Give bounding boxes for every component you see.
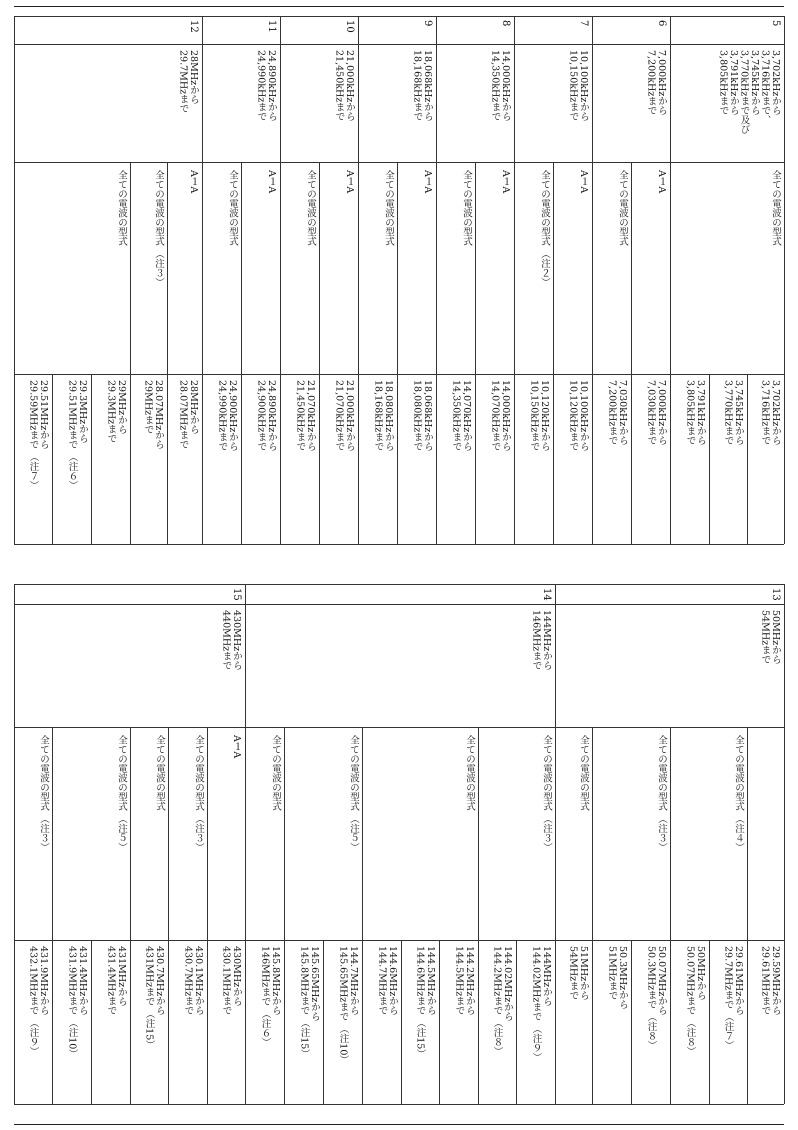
frequency-band: 14,000kHzから 14,350kHzまで xyxy=(489,50,511,122)
sub-frequency-range: 3,745kHzから 3,770kHzまで xyxy=(722,380,744,446)
table-column-rule xyxy=(323,940,324,1104)
frequency-band: 144MHzから 146MHzまで xyxy=(530,610,552,671)
table-row-rule xyxy=(747,727,784,728)
sub-frequency-range: 3,791kHzから 3,805kHzまで xyxy=(684,380,706,446)
table-column-rule xyxy=(592,727,593,1104)
sub-frequency-range: 431.4MHzから 431.9MHzまで （注10） xyxy=(66,946,88,1059)
emission-type: 全ての電波の型式 （注３） xyxy=(38,735,49,853)
sub-frequency-range: 145.8MHzから 146MHzまで （注６） xyxy=(259,946,281,1048)
sub-frequency-range: 144.02MHzから 144.2MHzまで （注８） xyxy=(491,946,513,1057)
table-row-rule xyxy=(397,374,436,375)
table-column-rule xyxy=(319,162,320,544)
emission-type: A１A xyxy=(422,170,433,194)
table-row-rule xyxy=(207,940,245,941)
emission-type: 全ての電波の型式 xyxy=(227,170,238,246)
table-row-rule xyxy=(555,940,592,941)
frequency-band: 3,702kHzから 3,716kHzまで、 3,745kHzから 3,770kHzまで及び 3,791kHzから 3,805kHzまで xyxy=(717,50,781,135)
table-row-rule xyxy=(168,727,207,728)
emission-type: 全ての電波の型式 （注３） xyxy=(541,735,552,853)
table-row-rule xyxy=(319,374,358,375)
table-row-rule xyxy=(202,44,280,45)
item-number: 13 xyxy=(770,588,781,601)
table-row-rule xyxy=(14,44,202,45)
table-row-rule xyxy=(553,374,592,375)
emission-type: 全ての電波の型式 xyxy=(154,735,165,811)
item-number: 12 xyxy=(188,20,199,33)
table-column-rule xyxy=(709,940,710,1104)
table-row-rule xyxy=(207,727,245,728)
table-column-rule xyxy=(514,16,515,544)
emission-type: 全ての電波の型式 （注３） xyxy=(656,735,667,853)
emission-type: 全ての電波の型式 xyxy=(617,170,628,246)
table-column-rule xyxy=(401,940,402,1104)
table-column-rule xyxy=(709,374,710,544)
table-row-rule xyxy=(747,940,784,941)
emission-type: 全ての電波の型式 xyxy=(770,170,781,246)
sub-frequency-range: 10,100kHzから 10,120kHzまで xyxy=(567,380,589,452)
emission-type: A１A xyxy=(231,735,242,759)
sub-frequency-range: 3,702kHzから 3,716kHzまで xyxy=(759,380,781,446)
emission-type: 全ての電波の型式 （注２） xyxy=(539,170,550,288)
sub-frequency-range: 29.61MHzから 29.7MHzまで （注７） xyxy=(722,946,744,1051)
table-column-rule xyxy=(14,584,15,1104)
table-row-rule xyxy=(592,44,670,45)
table-row-rule xyxy=(14,374,130,375)
table-row-rule xyxy=(202,162,241,163)
table-row-rule xyxy=(280,374,319,375)
table-row-rule xyxy=(358,44,436,45)
table-column-rule xyxy=(436,16,437,544)
table-row-rule xyxy=(475,162,514,163)
table-row-rule xyxy=(670,162,784,163)
sub-frequency-range: 18,068kHzから 18,080kHzまで xyxy=(411,380,433,452)
table-column-rule xyxy=(747,727,748,1104)
table-row-rule xyxy=(555,727,592,728)
table-row-rule xyxy=(280,44,358,45)
table-row-rule xyxy=(14,16,784,17)
table-row-rule xyxy=(436,374,475,375)
table-row-rule xyxy=(478,727,555,728)
table-column-rule xyxy=(14,16,15,544)
table-row-rule xyxy=(52,727,130,728)
table-row-rule xyxy=(592,374,631,375)
table-column-rule xyxy=(747,374,748,544)
emission-type: 全ての電波の型式 xyxy=(578,735,589,811)
sub-frequency-range: 28MHzから 28.07MHzまで xyxy=(177,380,199,450)
sub-frequency-range: 144MHzから 144.02MHzまで （注９） xyxy=(530,946,552,1063)
table-column-rule xyxy=(52,727,53,1104)
table-row-rule xyxy=(167,162,202,163)
sub-frequency-range: 24,900kHzから 24,990kHzまで xyxy=(216,380,238,452)
sub-frequency-range: 7,030kHzから 7,200kHzまで xyxy=(606,380,628,446)
frequency-band: 28MHzから 29.7MHzまで xyxy=(177,50,199,114)
page-bottom-rule xyxy=(14,1124,784,1125)
table-column-rule xyxy=(670,727,671,1104)
table-row-rule xyxy=(475,374,514,375)
table-row-rule xyxy=(319,162,358,163)
table-row-rule xyxy=(362,727,478,728)
table-row-rule xyxy=(14,940,52,941)
item-number: 9 xyxy=(422,20,433,27)
item-number: 15 xyxy=(231,588,242,601)
table-row-rule xyxy=(436,44,514,45)
item-number: 6 xyxy=(656,20,667,27)
table-column-rule xyxy=(553,162,554,544)
table-row-rule xyxy=(436,162,475,163)
table-row-rule xyxy=(670,44,784,45)
page-top-rule xyxy=(14,6,784,7)
table-row-rule xyxy=(555,604,784,605)
emission-type: 全ての電波の型式 （注５） xyxy=(348,735,359,853)
frequency-band: 10,100kHzから 10,150kHzまで xyxy=(567,50,589,122)
sub-frequency-range: 29MHzから 29.3MHzまで xyxy=(105,380,127,444)
sub-frequency-range: 28.07MHzから 29MHzまで xyxy=(142,380,164,450)
sub-frequency-range: 430.7MHzから 431MHzまで （注15） xyxy=(143,946,165,1050)
table-column-rule xyxy=(670,16,671,544)
table-row-rule xyxy=(14,544,784,545)
table-column-rule xyxy=(52,374,53,544)
table-row-rule xyxy=(631,162,670,163)
table-row-rule xyxy=(14,604,245,605)
table-row-rule xyxy=(284,727,362,728)
sub-frequency-range: 7,000kHzから 7,030kHzまで xyxy=(645,380,667,446)
table-row-rule xyxy=(245,727,284,728)
table-row-rule xyxy=(241,162,280,163)
table-row-rule xyxy=(553,162,592,163)
table-row-rule xyxy=(14,584,784,585)
table-column-rule xyxy=(284,727,285,1104)
table-row-rule xyxy=(514,162,553,163)
table-row-rule xyxy=(167,374,202,375)
sub-frequency-range: 21,000kHzから 21,070kHzまで xyxy=(333,380,355,452)
emission-type: 全ての電波の型式 （注３） xyxy=(153,170,164,288)
frequency-band: 24,890kHzから 24,990kHzまで xyxy=(255,50,277,122)
table-column-rule xyxy=(130,727,131,1104)
emission-type: 全ての電波の型式 xyxy=(270,735,281,811)
table-column-rule xyxy=(167,162,168,544)
emission-type: 全ての電波の型式 （注３） xyxy=(193,735,204,853)
emission-type: A１A xyxy=(266,170,277,194)
table-row-rule xyxy=(397,162,436,163)
emission-type: A１A xyxy=(656,170,667,194)
item-number: 11 xyxy=(266,20,277,33)
table-row-rule xyxy=(514,374,553,375)
table-column-rule xyxy=(631,162,632,544)
table-column-rule xyxy=(91,374,92,544)
table-column-rule xyxy=(475,162,476,544)
table-row-rule xyxy=(245,604,555,605)
emission-type: 全ての電波の型式 xyxy=(305,170,316,246)
sub-frequency-range: 18,080kHzから 18,168kHzまで xyxy=(372,380,394,452)
table-column-rule xyxy=(207,727,208,1104)
sub-frequency-range: 431MHzから 431.4MHzまで xyxy=(105,946,127,1016)
table-row-rule xyxy=(130,374,167,375)
emission-type: 全ての電波の型式 xyxy=(116,170,127,246)
table-row-rule xyxy=(14,162,130,163)
sub-frequency-range: 29.3MHzから 29.51MHzまで （注６） xyxy=(66,380,88,491)
emission-type: 全ての電波の型式 （注５） xyxy=(116,735,127,853)
table-row-rule xyxy=(245,940,284,941)
sub-frequency-range: 144.5MHzから 144.6MHzまで （注15） xyxy=(414,946,436,1059)
item-number: 5 xyxy=(770,20,781,27)
sub-frequency-range: 10,120kHzから 10,150kHzまで xyxy=(528,380,550,452)
table-column-rule xyxy=(280,16,281,544)
sub-frequency-range: 21,070kHzから 21,450kHzまで xyxy=(294,380,316,452)
sub-frequency-range: 145.65MHzから 145.8MHzまで （注15） xyxy=(298,946,320,1059)
emission-type: 全ての電波の型式 xyxy=(464,735,475,811)
sub-frequency-range: 29.59MHzから 29.61MHzまで xyxy=(759,946,781,1016)
table-row-rule xyxy=(241,374,280,375)
emission-type: 全ての電波の型式 xyxy=(383,170,394,246)
table-row-rule xyxy=(130,940,168,941)
table-column-rule xyxy=(130,162,131,544)
table-row-rule xyxy=(362,940,478,941)
table-column-rule xyxy=(555,584,556,1104)
table-column-rule xyxy=(784,584,785,1104)
table-column-rule xyxy=(245,584,246,1104)
sub-frequency-range: 144.6MHzから 144.7MHzまで xyxy=(376,946,398,1016)
emission-type: 全ての電波の型式 （注４） xyxy=(733,735,744,853)
emission-type: A１A xyxy=(578,170,589,194)
table-row-rule xyxy=(130,162,167,163)
item-number: 8 xyxy=(500,20,511,27)
table-column-rule xyxy=(784,16,785,544)
sub-frequency-range: 50MHzから 50.07MHzまで （注８） xyxy=(684,946,706,1057)
table-column-rule xyxy=(592,16,593,544)
table-row-rule xyxy=(670,727,747,728)
emission-type: A１A xyxy=(500,170,511,194)
sub-frequency-range: 14,000kHzから 14,070kHzまで xyxy=(489,380,511,452)
table-column-rule xyxy=(439,940,440,1104)
sub-frequency-range: 144.2MHzから 144.5MHzまで xyxy=(453,946,475,1016)
sub-frequency-range: 431.9MHzから 432.1MHzまで （注９） xyxy=(27,946,49,1057)
emission-type: 全ての電波の型式 xyxy=(461,170,472,246)
table-row-rule xyxy=(130,727,168,728)
table-row-rule xyxy=(358,374,397,375)
table-row-rule xyxy=(358,162,397,163)
table-column-rule xyxy=(202,16,203,544)
table-column-rule xyxy=(631,940,632,1104)
table-column-rule xyxy=(478,727,479,1104)
table-column-rule xyxy=(397,162,398,544)
table-row-rule xyxy=(280,162,319,163)
table-row-rule xyxy=(592,162,631,163)
sub-frequency-range: 50.07MHzから 50.3MHzまで （注８） xyxy=(645,946,667,1051)
item-number: 7 xyxy=(578,20,589,27)
emission-type: A１A xyxy=(344,170,355,194)
table-column-rule xyxy=(516,940,517,1104)
sub-frequency-range: 144.7MHzから 145.65MHzまで （注10） xyxy=(337,946,359,1065)
sub-frequency-range: 29.51MHzから 29.59MHzまで （注７） xyxy=(27,380,49,491)
table-row-rule xyxy=(670,374,784,375)
frequency-band: 21,000kHzから 21,450kHzまで xyxy=(333,50,355,122)
table-column-rule xyxy=(91,940,92,1104)
frequency-band: 18,068kHzから 18,168kHzまで xyxy=(411,50,433,122)
table-row-rule xyxy=(14,727,52,728)
frequency-band: 430MHzから 440MHzまで xyxy=(220,610,242,671)
frequency-band: 7,000kHzから 7,200kHzまで xyxy=(645,50,667,116)
sub-frequency-range: 430MHzから 430.1MHzまで xyxy=(220,946,242,1016)
sub-frequency-range: 430.1MHzから 430.7MHzまで xyxy=(182,946,204,1016)
table-row-rule xyxy=(514,44,592,45)
item-number: 10 xyxy=(344,20,355,33)
table-column-rule xyxy=(362,727,363,1104)
table-row-rule xyxy=(202,374,241,375)
frequency-band: 50MHzから 54MHzまで xyxy=(759,610,781,665)
table-column-rule xyxy=(241,162,242,544)
table-column-rule xyxy=(168,727,169,1104)
emission-type: A１A xyxy=(188,170,199,194)
item-number: 14 xyxy=(541,588,552,601)
table-row-rule xyxy=(631,374,670,375)
table-row-rule xyxy=(14,1104,784,1105)
sub-frequency-range: 14,070kHzから 14,350kHzまで xyxy=(450,380,472,452)
table-row-rule xyxy=(592,727,670,728)
sub-frequency-range: 24,890kHzから 24,900kHzまで xyxy=(255,380,277,452)
sub-frequency-range: 51MHzから 54MHzまで xyxy=(567,946,589,1001)
table-row-rule xyxy=(168,940,207,941)
sub-frequency-range: 50.3MHzから 51MHzまで xyxy=(606,946,628,1010)
table-column-rule xyxy=(358,16,359,544)
